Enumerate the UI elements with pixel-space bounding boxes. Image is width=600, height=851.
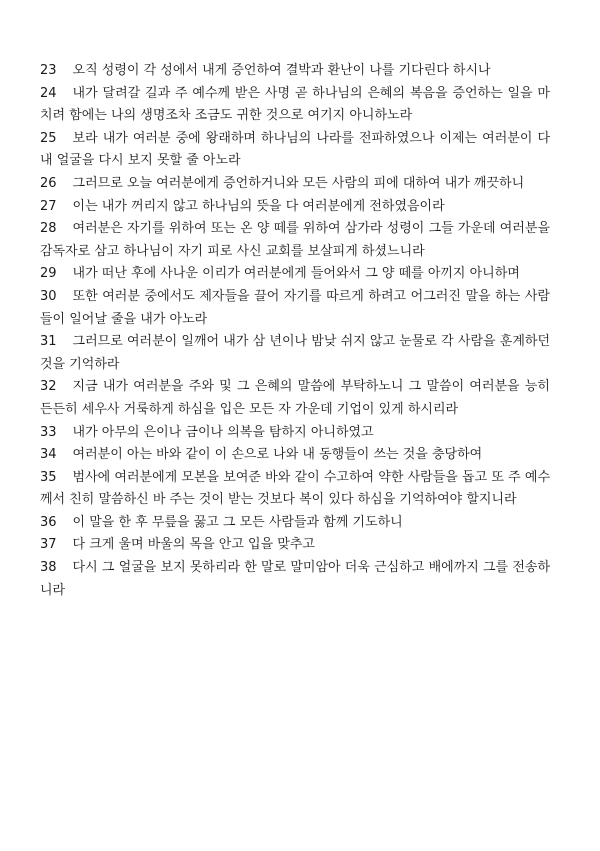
verse-number: 37 [40,537,57,553]
verse-29 [40,263,550,286]
verse-number: 32 [40,379,57,395]
verse-number: 23 [40,63,57,78]
verse-number: 33 [40,424,57,440]
verse-23 [40,60,550,83]
verse-text: 여러분은 자기를 위하여 또는 온 양 떼를 위하여 삼가라 성령이 그들 가운데 여러분을 감독자로 삼고 하나님이 자기 피로 사신 교회를 보살피게 하셨느니라 [40,221,550,259]
verse-text: 내가 떠난 후에 사나운 이리가 여러분에게 들어와서 그 양 떼를 아끼지 아니하며 [72,266,520,282]
verse-text: 지금 내가 여러분을 주와 및 그 은혜의 말씀에 부탁하노니 그 말씀이 여러분을 능히 든든히 세우사 거룩하게 하심을 입은 모든 자 가운데 기업이 있게 하시리라 [40,379,550,417]
verse-number: 36 [40,514,57,530]
verse-number: 31 [40,334,57,350]
verse-27 [40,196,550,219]
verse-36 [40,512,550,535]
verse-number: 25 [40,130,57,146]
verse-34 [40,444,550,467]
verse-text: 그러므로 여러분이 일깨어 내가 삼 년이나 밤낮 쉬지 않고 눈물로 각 사람을 훈계하던 것을 기억하라 [40,334,550,372]
verse-number: 34 [40,447,57,463]
verse-text: 이 말을 한 후 무릎을 꿇고 그 모든 사람들과 함께 기도하니 [72,514,403,530]
verse-31 [40,331,550,376]
verse-25 [40,128,550,173]
verse-text: 그러므로 오늘 여러분에게 증언하거니와 모든 사람의 피에 대하여 내가 깨끗하니 [72,175,525,191]
verse-24 [40,83,550,128]
verse-28 [40,218,550,263]
verse-text: 다시 그 얼굴을 보지 못하리라 한 말로 말미암아 더욱 근심하고 배에까지 그를 전송하니라 [40,560,550,598]
verse-number: 26 [40,175,57,191]
verse-text: 범사에 여러분에게 모본을 보여준 바와 같이 수고하여 약한 사람들을 돕고 또 주 예수께서 친히 말씀하신 바 주는 것이 받는 것보다 복이 있다 하심을 기억하여야 할지니라 [40,469,550,508]
verse-32 [40,376,550,421]
verse-number: 24 [40,85,57,101]
verse-text: 이는 내가 꺼리지 않고 하나님의 뜻을 다 여러분에게 전하였음이라 [72,198,445,214]
document-body [40,60,550,602]
verse-30 [40,286,550,331]
verse-text: 여러분이 아는 바와 같이 이 손으로 나와 내 동행들이 쓰는 것을 충당하여 [72,447,483,463]
verse-38 [40,557,550,602]
verse-text: 보라 내가 여러분 중에 왕래하며 하나님의 나라를 전파하였으나 이제는 여러분이 다 내 얼굴을 다시 보지 못할 줄 아노라 [40,130,550,169]
verse-text: 다 크게 울며 바울의 목을 안고 입을 맞추고 [72,537,315,553]
verse-35 [40,467,550,512]
verse-number: 38 [40,560,57,576]
verse-number: 27 [40,198,57,214]
verse-number: 30 [40,288,57,304]
verse-26 [40,173,550,196]
verse-text: 또한 여러분 중에서도 제자들을 끌어 자기를 따르게 하려고 어그러진 말을 하는 사람들이 일어날 줄을 내가 아노라 [40,288,550,327]
verse-33 [40,422,550,445]
verse-number: 29 [40,266,57,282]
verse-text: 내가 아무의 은이나 금이나 의복을 탐하지 아니하였고 [72,424,374,440]
verse-number: 35 [40,469,57,485]
verse-text: 오직 성령이 각 성에서 내게 증언하여 결박과 환난이 나를 기다린다 하시나 [72,63,491,78]
verse-number: 28 [40,221,57,237]
verse-37 [40,534,550,557]
verse-text: 내가 달려갈 길과 주 예수께 받은 사명 곧 하나님의 은혜의 복음을 증언하는 일을 마치려 함에는 나의 생명조차 조금도 귀한 것으로 여기지 아니하노라 [40,85,550,124]
